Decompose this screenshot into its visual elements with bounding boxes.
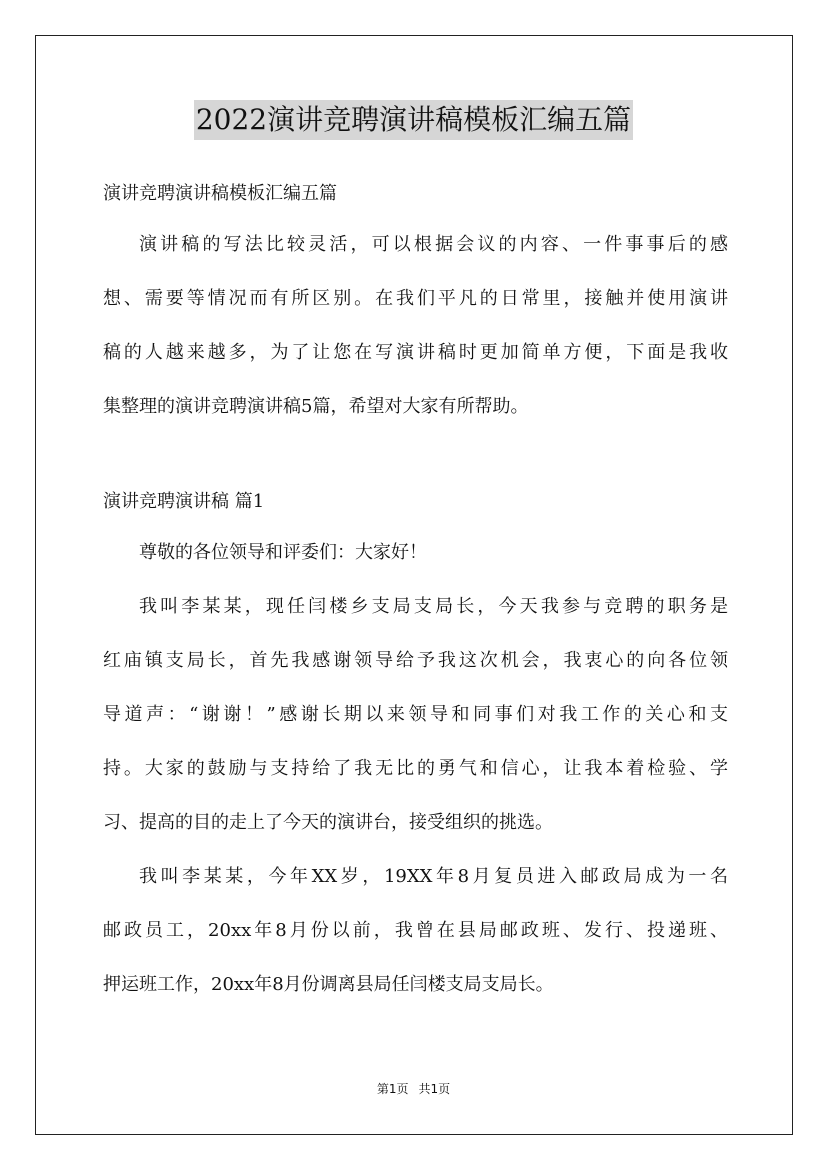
document-subtitle: 演讲竞聘演讲稿模板汇编五篇 — [103, 183, 337, 204]
intro-paragraph — [103, 218, 728, 434]
text-line: 邮政员工，20xx年8月份以前，我曾在县局邮政班、发行、投递班、 — [103, 920, 728, 941]
text-line: 想、需要等情况而有所区别。在我们平凡的日常里，接触并使用演讲 — [103, 288, 728, 309]
page-footer — [0, 1080, 827, 1097]
body-paragraph-2 — [103, 850, 728, 1012]
text-line: 演讲稿的写法比较灵活，可以根据会议的内容、一件事事后的感 — [139, 234, 728, 255]
text-line: 持。大家的鼓励与支持给了我无比的勇气和信心，让我本着检验、学 — [103, 758, 728, 779]
page-total: 共1页 — [418, 1082, 451, 1096]
text-line: 导道声：“谢谢！”感谢长期以来领导和同事们对我工作的关心和支 — [103, 704, 728, 725]
text-line: 我叫李某某，现任闫楼乡支局支局长，今天我参与竞聘的职务是 — [139, 596, 728, 617]
section-heading: 演讲竞聘演讲稿 篇1 — [103, 491, 265, 512]
page-number: 第1页 — [376, 1082, 409, 1096]
body-paragraph-1 — [103, 580, 728, 850]
document-title: 2022演讲竞聘演讲稿模板汇编五篇 — [194, 100, 633, 140]
text-line: 习、提高的目的走上了今天的演讲台，接受组织的挑选。 — [103, 812, 553, 833]
text-line: 红庙镇支局长，首先我感谢领导给予我这次机会，我衷心的向各位领 — [103, 650, 728, 671]
section-spacer — [103, 434, 728, 478]
text-line: 押运班工作，20xx年8月份调离县局任闫楼支局支局长。 — [103, 974, 554, 995]
title-container — [0, 100, 827, 140]
greeting-paragraph — [103, 526, 728, 580]
text-line: 集整理的演讲竞聘演讲稿5篇，希望对大家有所帮助。 — [103, 396, 529, 417]
text-line: 稿的人越来越多，为了让您在写演讲稿时更加简单方便，下面是我收 — [103, 342, 728, 363]
document-body — [103, 170, 728, 1012]
greeting-line: 尊敬的各位领导和评委们：大家好！ — [139, 542, 427, 563]
text-line: 我叫李某某，今年XX岁，19XX年8月复员进入邮政局成为一名 — [139, 866, 728, 887]
